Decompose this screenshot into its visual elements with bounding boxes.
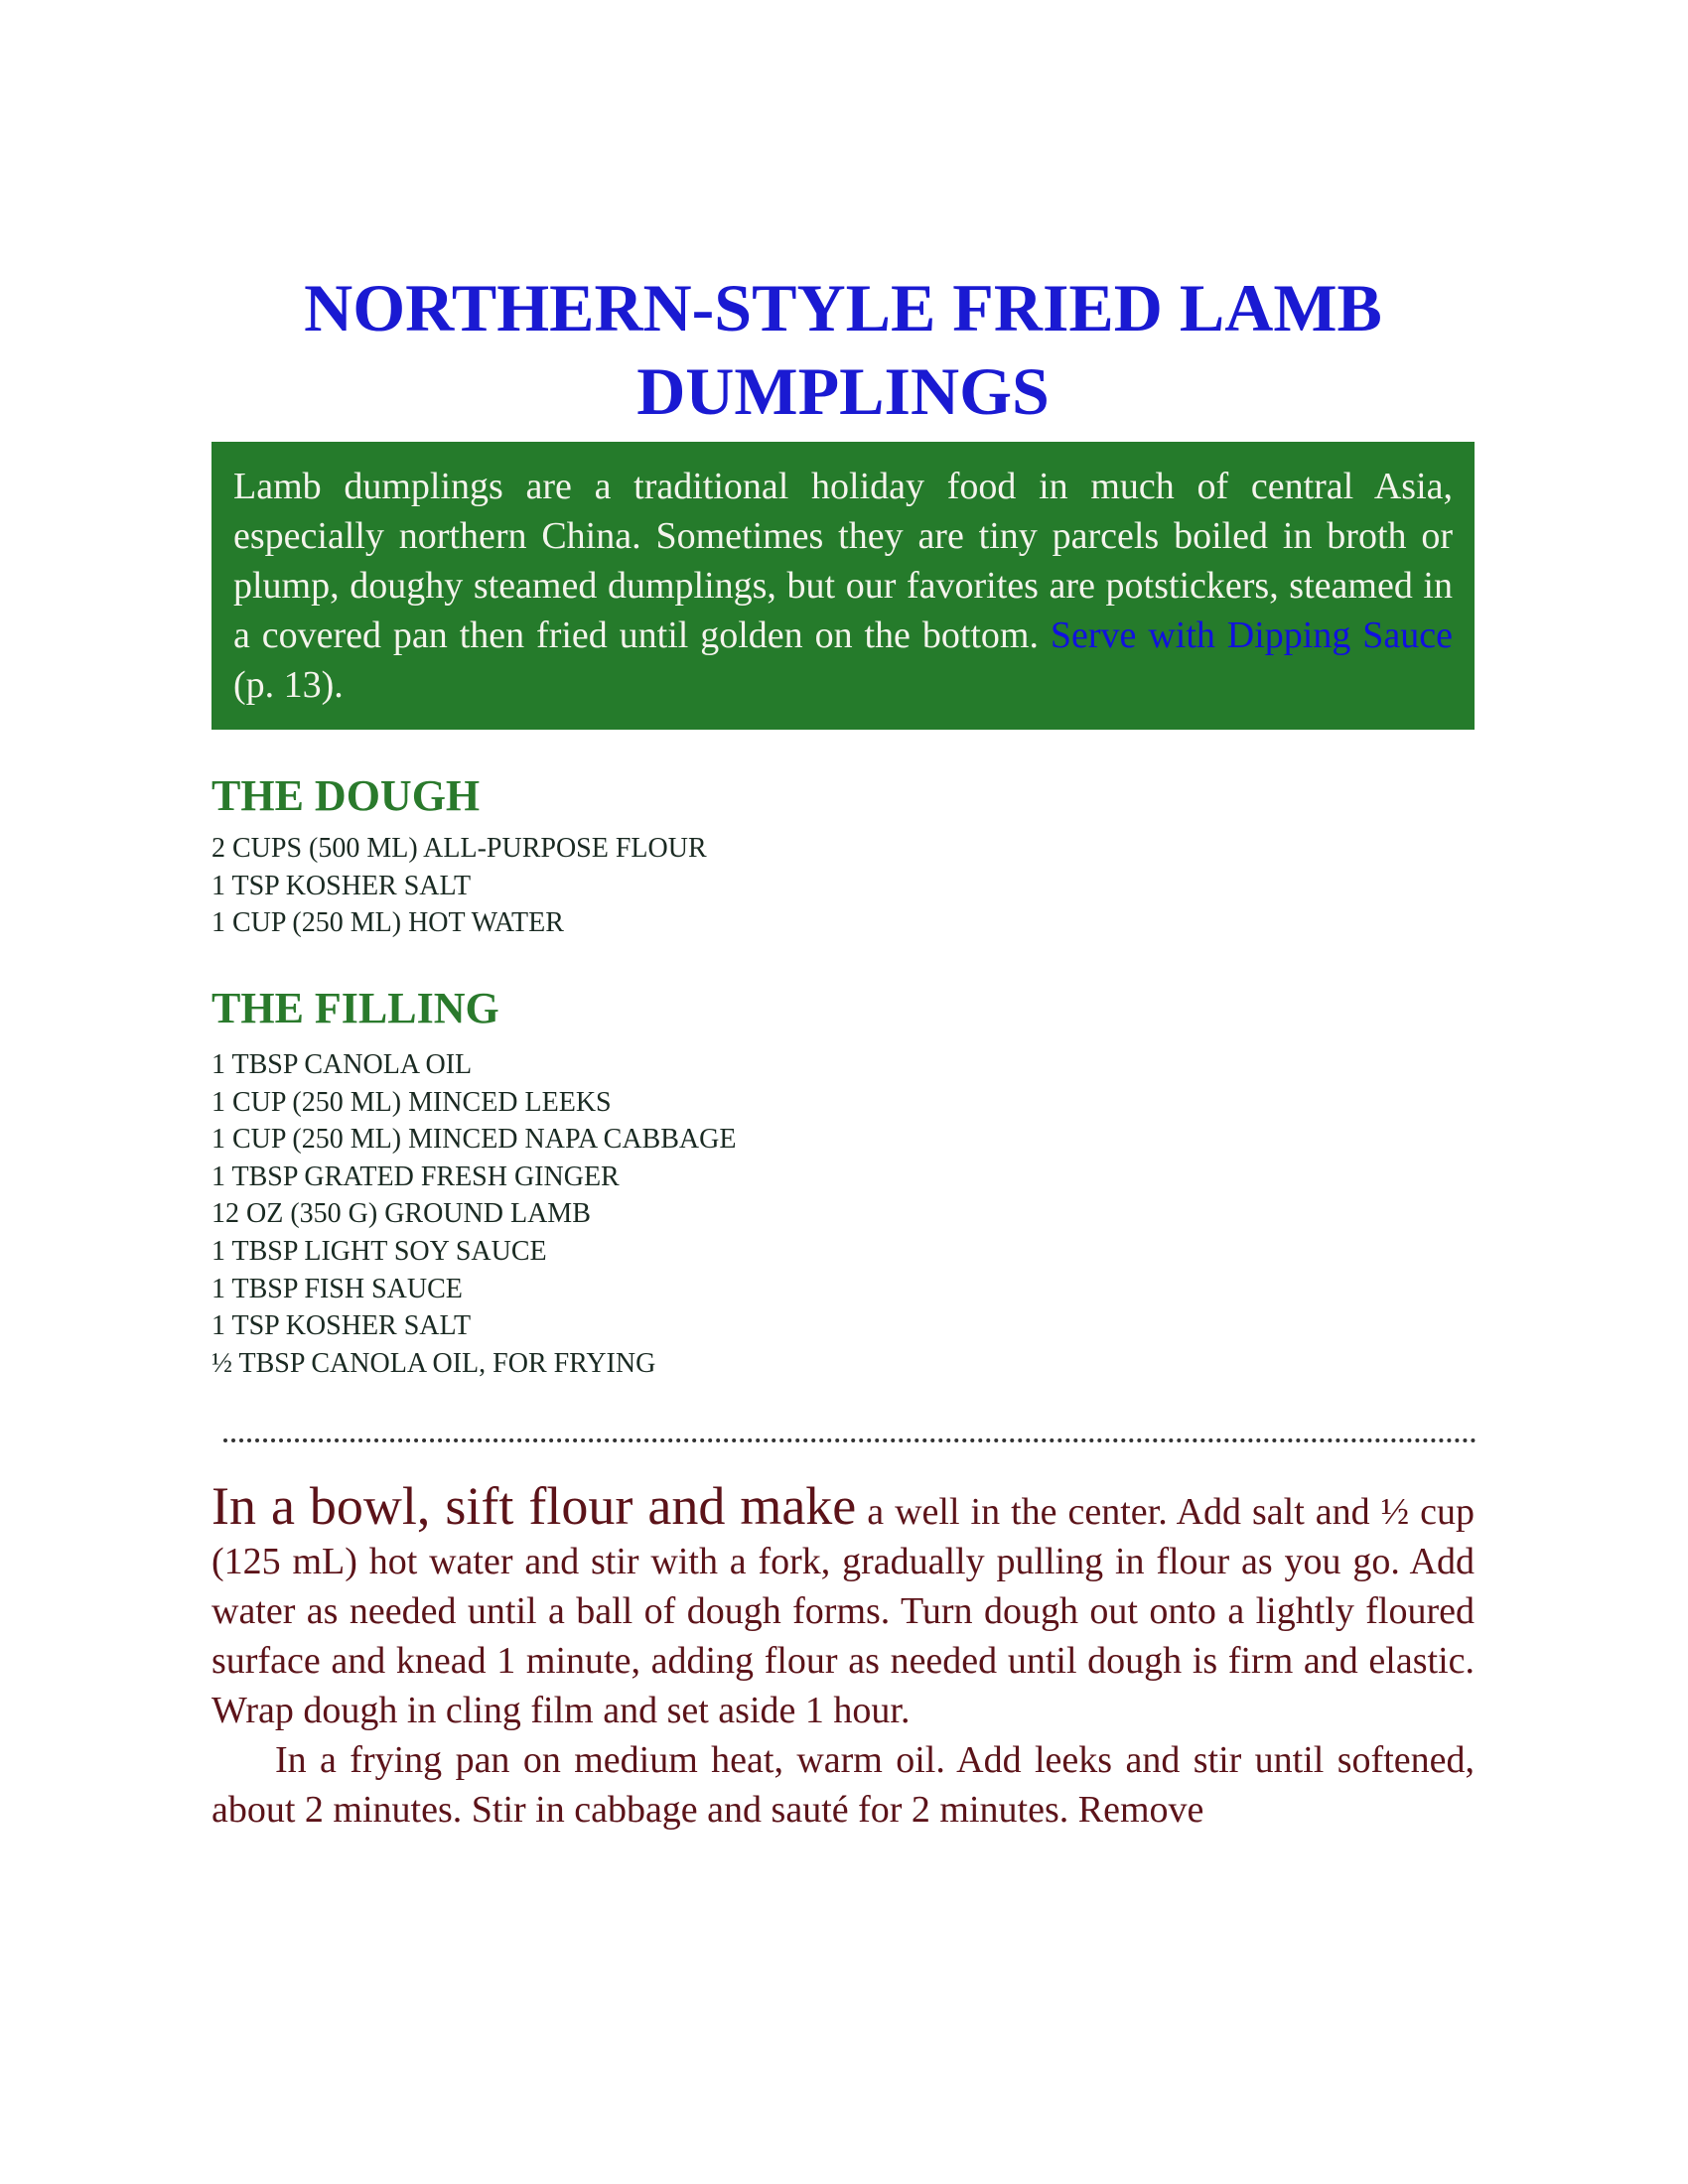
ingredient-item: 1 CUP (250 ML) MINCED NAPA CABBAGE: [211, 1124, 737, 1156]
dough-heading: THE DOUGH: [211, 771, 481, 820]
page-reference: (p. 13).: [233, 664, 344, 706]
method-paragraph-2: In a frying pan on medium heat, warm oil. Add leeks and stir until softened, about 2 minutes. Stir in cabbage and sauté for 2 minutes. Remove: [211, 1739, 1475, 1831]
method-lead-in: In a bowl, sift flour and make: [211, 1476, 857, 1536]
dough-ingredient-list: [211, 830, 707, 942]
ingredient-item: ½ TBSP CANOLA OIL, FOR FRYING: [211, 1347, 656, 1379]
ingredient-item: 1 CUP (250 ML) HOT WATER: [211, 907, 564, 939]
dotted-divider: [223, 1438, 1477, 1442]
ingredient-item: 1 TSP KOSHER SALT: [211, 1310, 472, 1342]
ingredient-item: 1 TBSP GRATED FRESH GINGER: [211, 1160, 620, 1192]
recipe-title: NORTHERN-STYLE FRIED LAMB DUMPLINGS: [304, 270, 1382, 429]
method-text: [211, 1476, 1475, 1835]
intro-box: [211, 442, 1475, 730]
ingredient-item: 2 CUPS (500 ML) ALL-PURPOSE FLOUR: [211, 833, 707, 864]
ingredient-item: 1 TBSP FISH SAUCE: [211, 1273, 463, 1304]
method-paragraph-1: [211, 1476, 1475, 1735]
filling-heading: THE FILLING: [211, 984, 499, 1032]
ingredient-item: 1 TBSP CANOLA OIL: [211, 1049, 473, 1080]
ingredient-item: 1 TSP KOSHER SALT: [211, 870, 472, 901]
recipe-page: [211, 0, 1475, 2184]
dipping-sauce-link[interactable]: Serve with Dipping Sauce: [1050, 614, 1453, 656]
ingredient-item: 1 TBSP LIGHT SOY SAUCE: [211, 1235, 547, 1267]
filling-ingredient-list: [211, 1046, 736, 1382]
method-paragraph-1-text: a well in the center. Add salt and ½ cup (125 mL) hot water and stir with a fork, gradually pulling in flour as you go. Add water as needed until a ball of dough forms. Turn dough out onto a lightly floured surface and knead 1 minute, adding flour as needed until dough is firm and elastic. Wrap dough in cling film and set aside 1 hour.: [211, 1491, 1475, 1731]
ingredient-item: 12 OZ (350 G) GROUND LAMB: [211, 1198, 591, 1230]
intro-text: Lamb dumplings are a traditional holiday food in much of central Asia, especially northern China. Sometimes they are tiny parcels boiled in broth or plump, doughy steamed dumplings, but our favorites are potstickers, steamed in a covered pan then fried until golden on the bottom.: [233, 466, 1453, 656]
ingredient-item: 1 CUP (250 ML) MINCED LEEKS: [211, 1086, 612, 1118]
